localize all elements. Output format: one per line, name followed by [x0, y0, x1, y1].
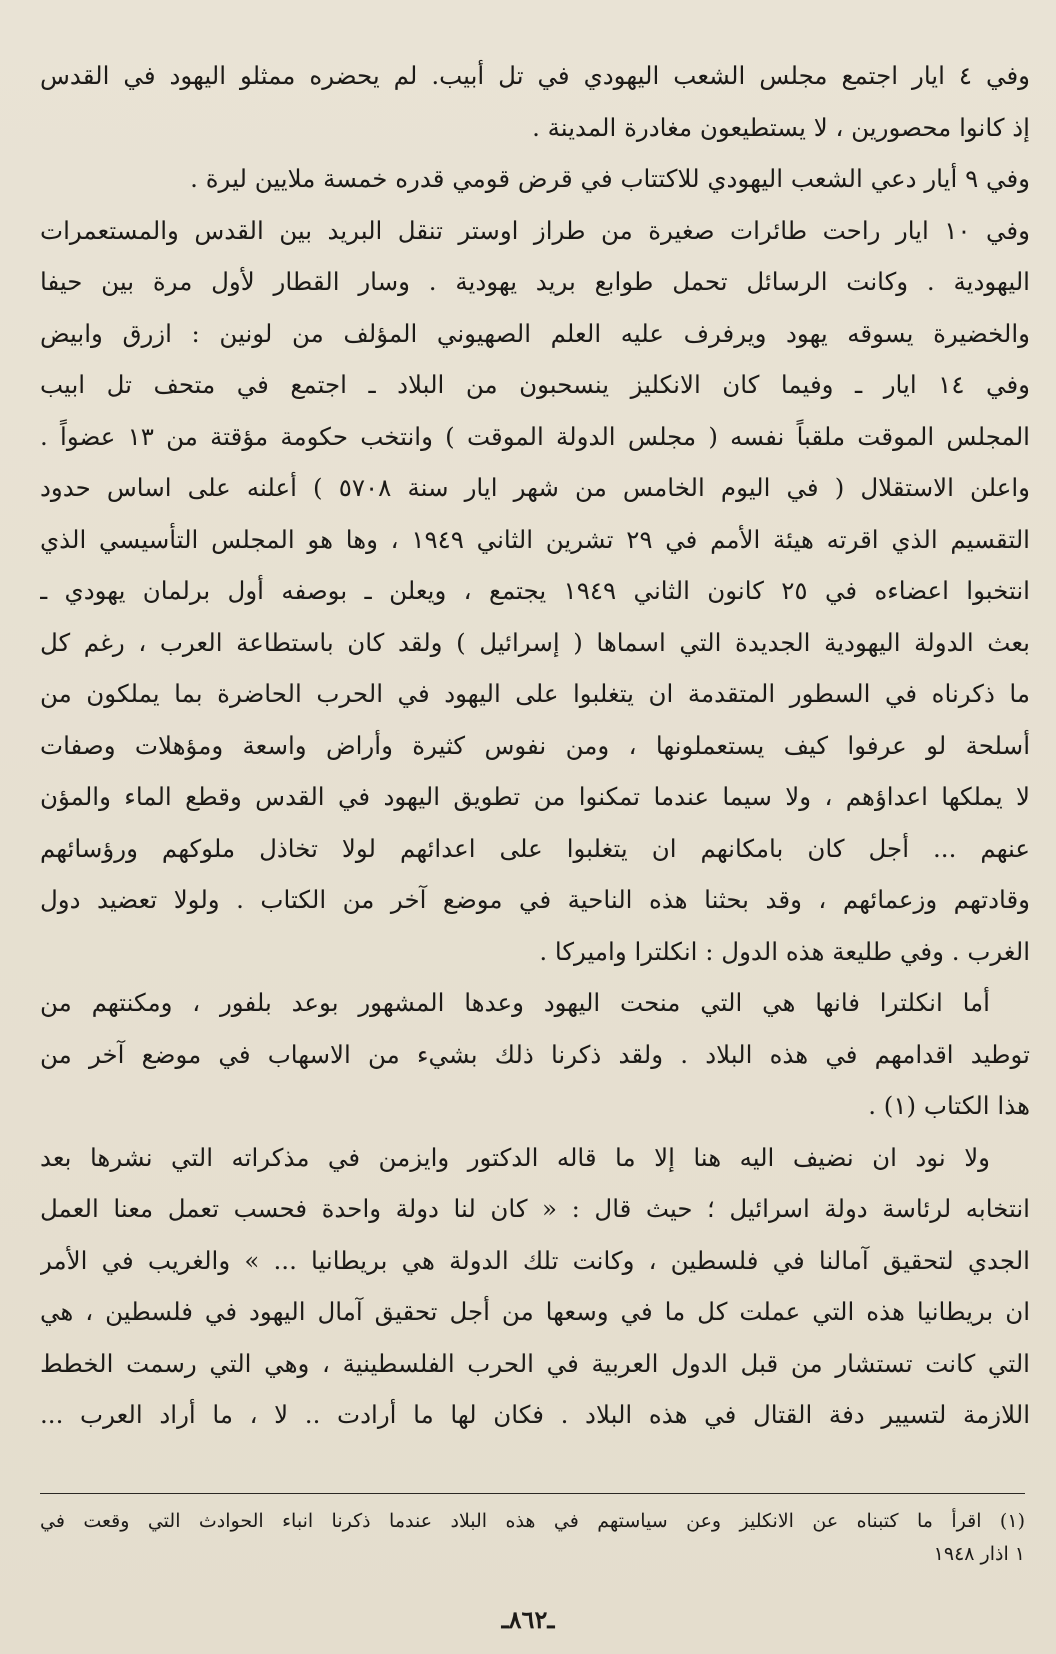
- text-line: وقادتهم وزعمائهم ، وقد بحثنا هذه الناحية في موضع آخر من الكتاب . ولولا تعضيد دول: [40, 885, 1030, 914]
- text-line: انتخابه لرئاسة دولة اسرائيل ؛ حيث قال : « كان لنا دولة واحدة فحسب تعمل معنا العمل: [40, 1194, 1030, 1223]
- footnote: [40, 1505, 1025, 1571]
- text-line: وفي ١٤ ايار ـ وفيما كان الانكليز ينسحبون من البلاد ـ اجتمع في متحف تل ابيب: [40, 370, 1030, 399]
- body-text: [40, 50, 1030, 1441]
- footnote-line: (١) اقرأ ما كتبناه عن الانكليز وعن سياستهم في هذه البلاد عندما ذكرنا انباء الحوادث التي وقعت في: [40, 1510, 1025, 1532]
- text-line: التي كانت تستشار من قبل الدول العربية في الحرب الفلسطينية ، وهي التي رسمت الخطط: [40, 1348, 1030, 1378]
- text-line: توطيد اقدامهم في هذه البلاد . ولقد ذكرنا ذلك بشيء من الاسهاب في موضع آخر من: [40, 1039, 1030, 1069]
- text-line: أسلحة لو عرفوا كيف يستعملونها ، ومن نفوس كثيرة وأراض واسعة ومؤهلات وصفات: [40, 730, 1030, 760]
- text-line: إذ كانوا محصورين ، لا يستطيعون مغادرة المدينة .: [532, 112, 1030, 142]
- text-line: واعلن الاستقلال ( في اليوم الخامس من شهر ايار سنة ٥٧٠٨ ) أعلنه على اساس حدود: [40, 473, 1030, 502]
- text-line: وفي ٤ ايار اجتمع مجلس الشعب اليهودي في تل أبيب. لم يحضره ممثلو اليهود في القدس: [40, 61, 1030, 90]
- text-line: وفي ١٠ ايار راحت طائرات صغيرة من طراز اوستر تنقل البريد بين القدس والمستعمرات: [40, 215, 1030, 245]
- text-line: عنهم ... أجل كان بامكانهم ان يتغلبوا على اعدائهم لولا تخاذل ملوكهم ورؤسائهم: [40, 833, 1030, 863]
- text-line: هذا الكتاب (١) .: [868, 1091, 1030, 1120]
- page-number: ـ٨٦٢ـ: [501, 1605, 555, 1634]
- text-line: ولا نود ان نضيف اليه هنا إلا ما قاله الدكتور وايزمن في مذكراته التي نشرها بعد: [40, 1142, 990, 1172]
- text-line: الجدي لتحقيق آمالنا في فلسطين ، وكانت تلك الدولة هي بريطانيا ... » والغريب في الأمر: [40, 1245, 1030, 1275]
- text-line: انتخبوا اعضاءه في ٢٥ كانون الثاني ١٩٤٩ يجتمع ، ويعلن ـ بوصفه أول برلمان يهودي ـ: [40, 576, 1030, 605]
- text-line: وفي ٩ أيار دعي الشعب اليهودي للاكتتاب في قرض قومي قدره خمسة ملايين ليرة .: [190, 164, 1030, 193]
- text-line: لا يملكها اعداؤهم ، ولا سيما عندما تمكنوا من تطويق اليهود في القدس وقطع الماء والمؤن: [40, 782, 1030, 811]
- text-line: المجلس الموقت ملقباً نفسه ( مجلس الدولة الموقت ) وانتخب حكومة مؤقتة من ١٣ عضواً .: [40, 421, 1030, 451]
- text-line: الغرب . وفي طليعة هذه الدول : انكلترا واميركا .: [539, 936, 1030, 966]
- text-line: اليهودية . وكانت الرسائل تحمل طوابع بريد يهودية . وسار القطار لأول مرة بين حيفا: [40, 267, 1030, 296]
- text-line: والخضيرة يسوقه يهود ويرفرف عليه العلم الصهيوني المؤلف من لونين : ازرق وابيض: [40, 318, 1030, 348]
- text-line: ما ذكرناه في السطور المتقدمة ان يتغلبوا على اليهود في الحرب الحاضرة بما يملكون من: [40, 679, 1030, 708]
- text-line: ان بريطانيا هذه التي عملت كل ما في وسعها من أجل تحقيق آمال اليهود في فلسطين ، هي: [40, 1297, 1030, 1326]
- footnote-divider: [40, 1493, 1025, 1494]
- text-line: التقسيم الذي اقرته هيئة الأمم في ٢٩ تشرين الثاني ١٩٤٩ ، وها هو المجلس التأسيسي الذي: [40, 524, 1030, 554]
- text-line: أما انكلترا فانها هي التي منحت اليهود وعدها المشهور بوعد بلفور ، ومكنتهم من: [40, 988, 990, 1017]
- text-line: اللازمة لتسيير دفة القتال في هذه البلاد . فكان لها ما أرادت .. لا ، ما أراد العرب ...: [40, 1400, 1030, 1429]
- text-line: بعث الدولة اليهودية الجديدة التي اسماها ( إسرائيل ) ولقد كان باستطاعة العرب ، رغم كل: [40, 627, 1030, 657]
- footnote-line: ١ اذار ١٩٤٨: [933, 1543, 1025, 1565]
